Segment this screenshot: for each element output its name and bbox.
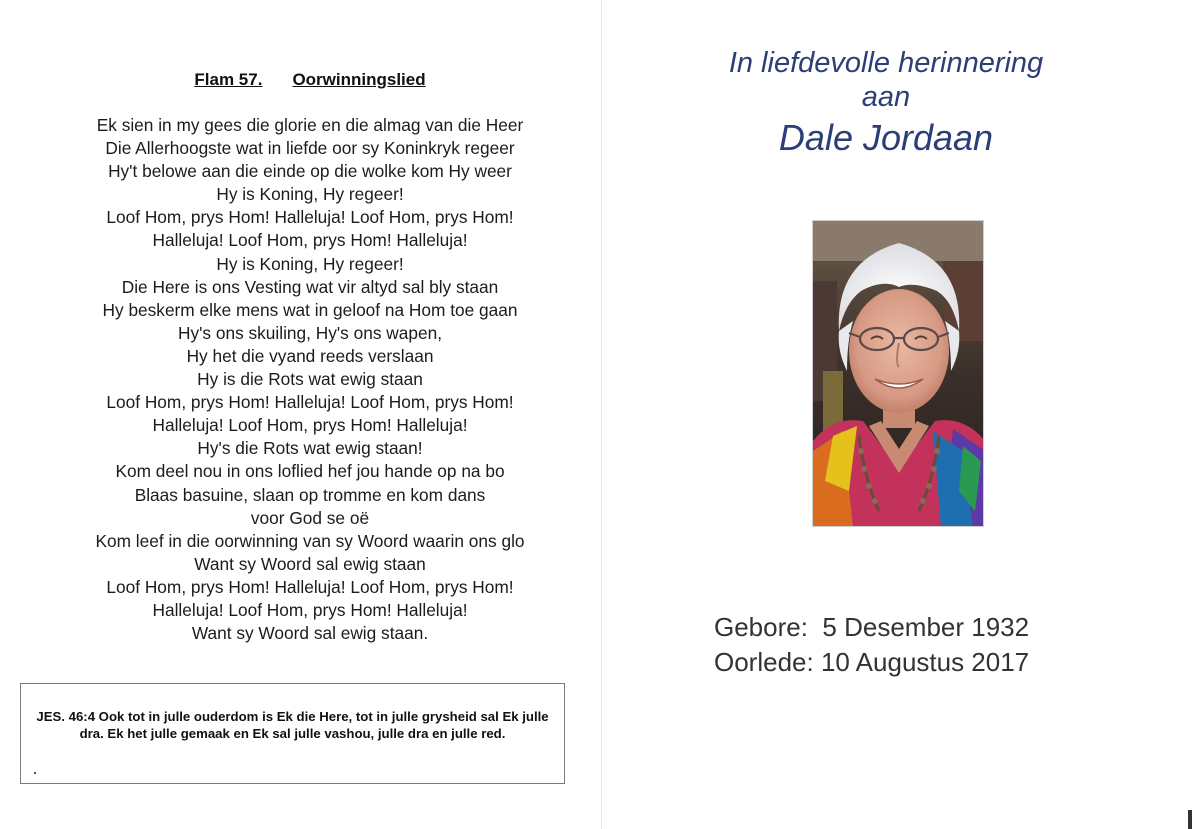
lyric-line: Want sy Woord sal ewig staan.	[191, 623, 429, 644]
died-label: Oorlede:	[714, 647, 814, 677]
birth-line	[714, 610, 1029, 645]
death-line	[714, 645, 1029, 680]
dedication-line-2: aan	[861, 81, 911, 113]
lyric-line: Loof Hom, prys Hom! Halleluja! Loof Hom, prys Hom!	[106, 392, 514, 413]
lyric-line: Loof Hom, prys Hom! Halleluja! Loof Hom, prys Hom!	[106, 576, 514, 597]
lyric-line: Halleluja! Loof Hom, prys Hom! Halleluja!	[152, 415, 468, 436]
lyric-line: Hy't belowe aan die einde op die wolke kom Hy weer	[108, 161, 512, 182]
lyric-line: Hy is Koning, Hy regeer!	[216, 184, 404, 205]
lyric-line: Kom deel nou in ons loflied hef jou hande op na bo	[115, 461, 505, 482]
lyric-line: Loof Hom, prys Hom! Halleluja! Loof Hom, prys Hom!	[106, 207, 514, 228]
memorial-page	[602, 0, 1200, 829]
hymn-lyrics	[0, 114, 620, 645]
scan-edge-mark	[1188, 810, 1192, 829]
lyric-line: Hy het die vyand reeds verslaan	[186, 345, 434, 366]
died-date: 10 Augustus 2017	[820, 647, 1030, 677]
deceased-name: Dale Jordaan	[778, 117, 994, 158]
hymn-title: Oorwinningslied	[292, 70, 426, 89]
lyric-line: Want sy Woord sal ewig staan	[194, 553, 426, 574]
dedication-line-1: In liefdevolle herinnering	[728, 47, 1044, 79]
lyric-line: Die Here is ons Vesting wat vir altyd sal bly staan	[121, 276, 499, 297]
born-label: Gebore:	[714, 612, 808, 642]
lyric-line: Hy's die Rots wat ewig staan!	[197, 438, 423, 459]
hymn-number: Flam 57.	[194, 70, 263, 89]
portrait-photo-illustration	[813, 221, 984, 527]
lyric-line: Die Allerhoogste wat in liefde oor sy Koninkryk regeer	[105, 138, 515, 159]
dedication-heading	[602, 46, 1170, 160]
lyric-line: Hy is die Rots wat ewig staan	[197, 369, 423, 390]
portrait-photo	[812, 220, 984, 527]
lyric-line: Ek sien in my gees die glorie en die almag van die Heer	[96, 115, 524, 135]
lyric-line: Halleluja! Loof Hom, prys Hom! Halleluja!	[152, 230, 468, 251]
scripture-verse-box	[20, 683, 565, 784]
lyric-line: Halleluja! Loof Hom, prys Hom! Halleluja!	[152, 599, 468, 620]
born-date: 5 Desember 1932	[822, 612, 1030, 642]
lyric-line: Hy beskerm elke mens wat in geloof na Hom toe gaan	[102, 299, 518, 320]
lyric-line: voor God se oë	[250, 507, 370, 528]
scripture-verse-text: JES. 46:4 Ook tot in julle ouderdom is Ek die Here, tot in julle grysheid sal Ek julle dra. Ek het julle gemaak en Ek sal julle vashou, julle dra en julle red.	[36, 709, 549, 741]
print-speck	[34, 772, 36, 774]
hymn-heading	[0, 70, 620, 90]
life-dates	[714, 610, 1029, 680]
lyric-line: Kom leef in die oorwinning van sy Woord waarin ons glo	[95, 530, 525, 551]
lyric-line: Blaas basuine, slaan op tromme en kom dans	[134, 484, 486, 505]
lyric-line: Hy is Koning, Hy regeer!	[216, 253, 404, 274]
lyric-line: Hy's ons skuiling, Hy's ons wapen,	[177, 322, 442, 343]
